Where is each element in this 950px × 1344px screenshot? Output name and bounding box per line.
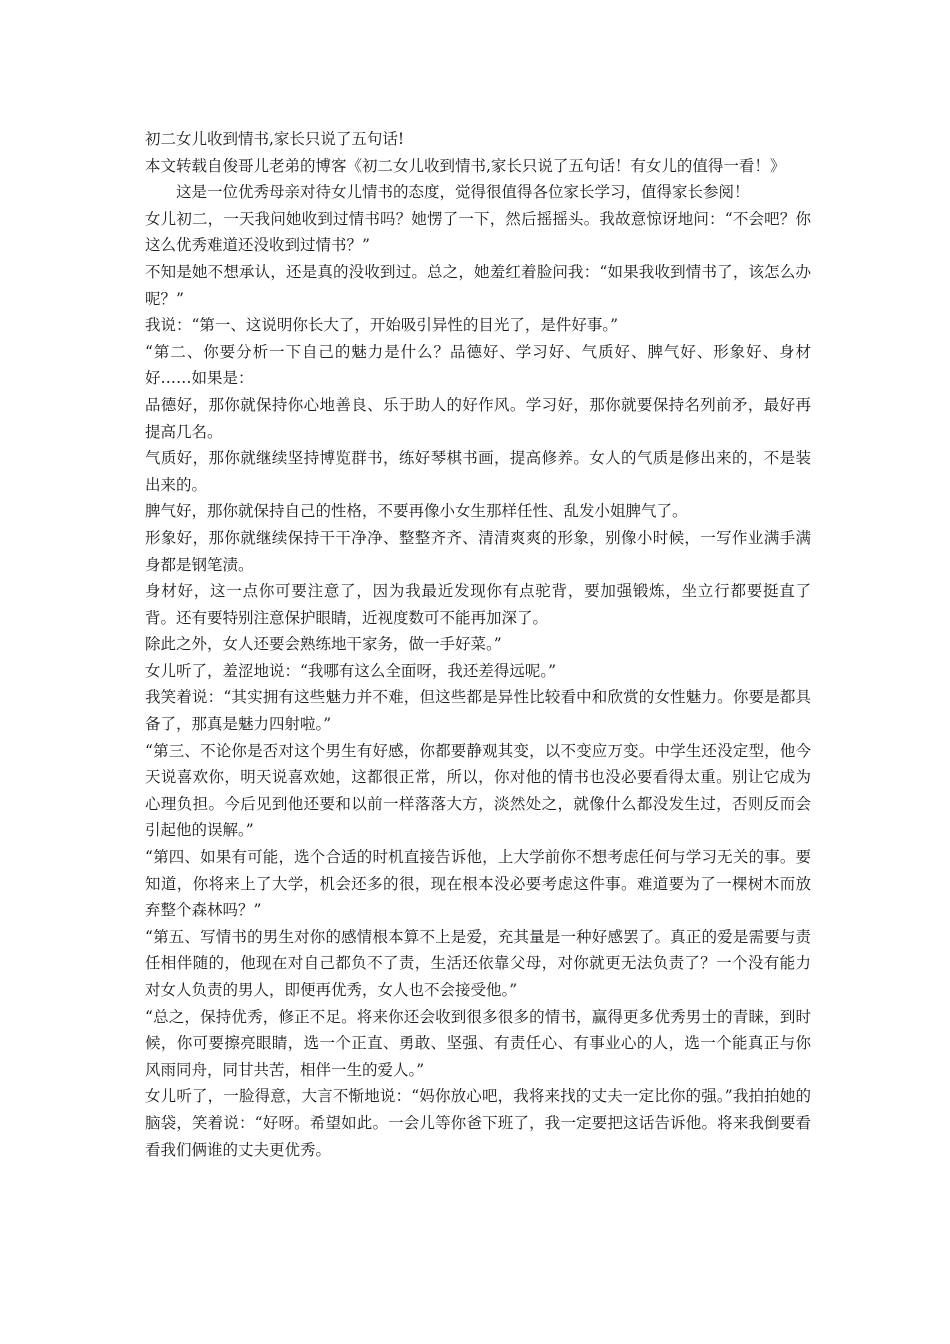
paragraph: “总之，保持优秀，修正不足。将来你还会收到很多很多的情书，赢得更多优秀男士的青睐，到时候，你可要擦亮眼睛，选一个正直、勇敢、坚强、有责任心、有事业心的人，选一个能真正与你风雨同舟，同甘共苦，相伴一生的爱人。” — [145, 1007, 811, 1079]
paragraph: 品德好，那你就保持你心地善良、乐于助人的好作风。学习好，那你就要保持名列前矛，最好再提高几名。 — [145, 395, 811, 441]
paragraph: 女儿初二，一天我问她收到过情书吗？她愣了一下，然后摇摇头。我故意惊讶地问：“不会吧？你这么优秀难道还没收到过情书？” — [145, 209, 811, 255]
article-title: 初二女儿收到情书,家长只说了五句话! — [145, 130, 405, 148]
document-body — [145, 126, 811, 1163]
paragraph: 我笑着说：“其实拥有这些魅力并不难，但这些都是异性比较看中和欣赏的女性魅力。你要是都具备了，那真是魅力四射啦。” — [145, 688, 811, 734]
paragraph: 气质好，那你就继续坚持博览群书，练好琴棋书画，提高修养。女人的气质是修出来的，不是装出来的。 — [145, 449, 811, 494]
paragraph: 女儿听了，一脸得意，大言不惭地说：“妈你放心吧，我将来找的丈夫一定比你的强。”我拍拍她的脑袋，笑着说：“好呀。希望如此。一会儿等你爸下班了，我一定要把这话告诉他。将来我倒要看看我们俩谁的丈夫更优秀。 — [145, 1087, 811, 1159]
paragraph: “第二、你要分析一下自己的魅力是什么？品德好、学习好、气质好、脾气好、形象好、身材好……如果是： — [145, 342, 811, 388]
paragraph: 身材好，这一点你可要注意了，因为我最近发现你有点驼背，要加强锻炼，坐立行都要挺直了背。还有要特别注意保护眼睛，近视度数可不能再加深了。 — [145, 582, 811, 627]
paragraph: 除此之外，女人还要会熟练地干家务，做一手好菜。” — [145, 635, 502, 654]
paragraph: 我说：“第一、这说明你长大了，开始吸引异性的目光了，是件好事。” — [145, 316, 619, 335]
source-note: 本文转载自俊哥儿老弟的博客《初二女儿收到情书,家长只说了五句话！有女儿的值得一看！》 — [145, 156, 786, 175]
paragraph: 形象好，那你就继续保持干干净净、整整齐齐、清清爽爽的形象，别像小时候，一写作业满手满身都是钢笔渍。 — [145, 528, 811, 574]
paragraph: 脾气好，那你就保持自己的性格，不要再像小女生那样任性、乱发小姐脾气了。 — [145, 502, 688, 521]
paragraph: “第五、写情书的男生对你的感情根本算不上是爱，充其量是一种好感罢了。真正的爱是需要与责任相伴随的，他现在对自己都负不了责，生活还依靠父母，对你就更无法负责了？一个没有能力对女人负责的男人，即便再优秀，女人也不会接受他。” — [145, 927, 811, 999]
paragraph: “第三、不论你是否对这个男生有好感，你都要静观其变，以不变应万变。中学生还没定型，他今天说喜欢你，明天说喜欢她，这都很正常，所以，你对他的情书也没必要看得太重。别让它成为心理负担。今后见到他还要和以前一样落落大方，淡然处之，就像什么都没发生过，否则反而会引起他的误解。” — [145, 741, 811, 840]
paragraph: “第四、如果有可能，选个合适的时机直接告诉他，上大学前你不想考虑任何与学习无关的事。要知道，你将来上了大学，机会还多的很，现在根本没必要考虑这件事。难道要为了一棵树木而放弃整个森林吗？” — [145, 848, 811, 920]
paragraph: 不知是她不想承认，还是真的没收到过。总之，她羞红着脸问我：“如果我收到情书了，该怎么办呢？” — [145, 262, 811, 308]
paragraph: 女儿听了，羞涩地说：“我哪有这么全面呀，我还差得远呢。” — [145, 661, 557, 680]
intro-paragraph: 这是一位优秀母亲对待女儿情书的态度，觉得很值得各位家长学习，值得家长参阅！ — [176, 183, 750, 202]
